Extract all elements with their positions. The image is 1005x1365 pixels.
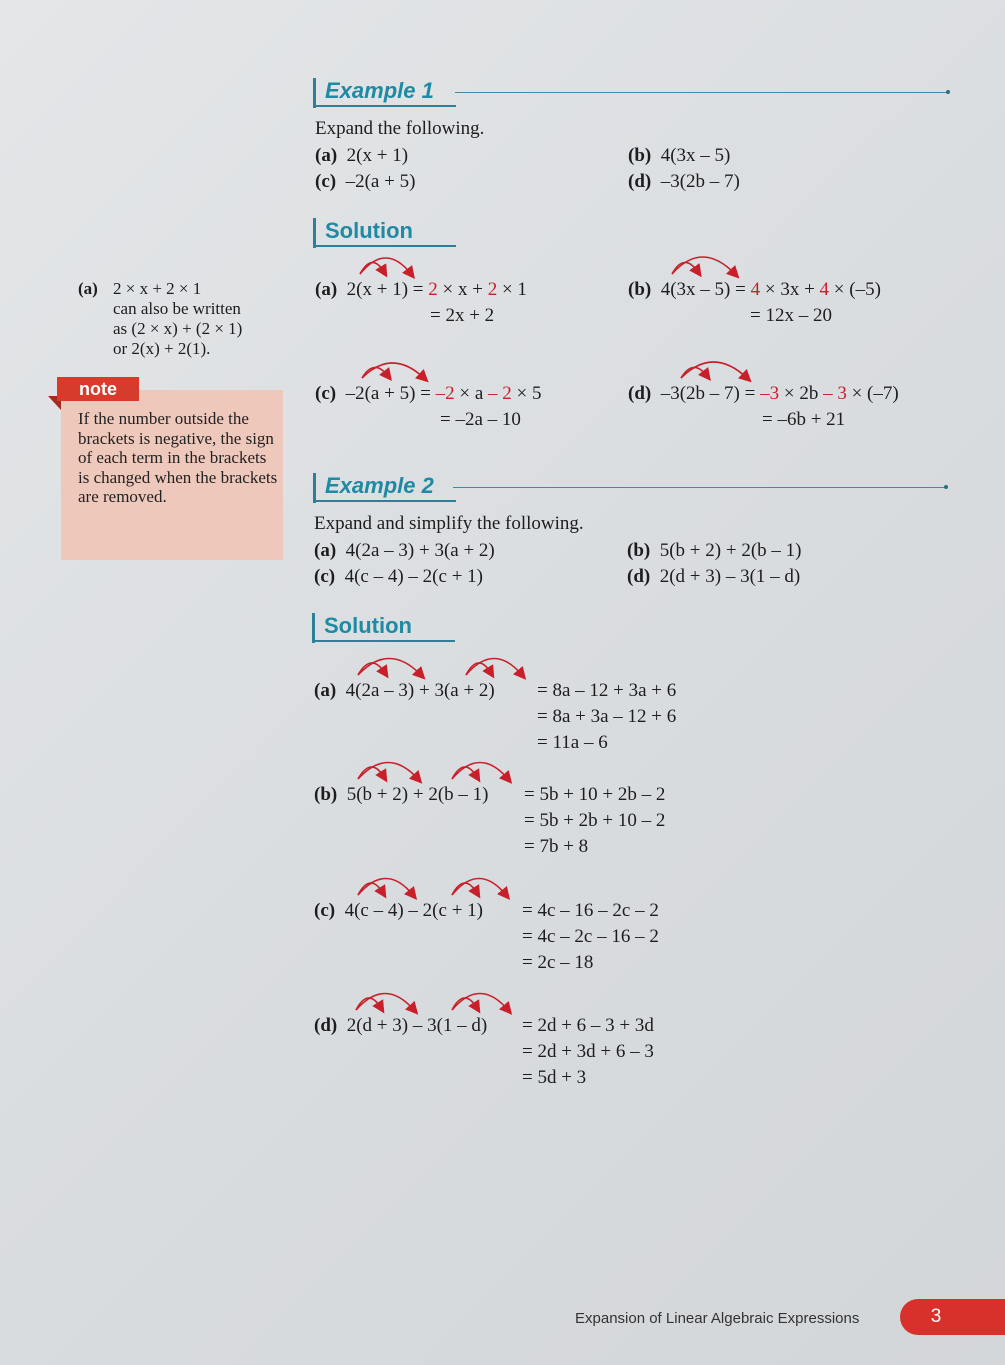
arrow-curve-icon	[681, 367, 707, 378]
solution-1-c-line2: = –2a – 10	[440, 409, 521, 430]
example-2-item-c: (c) 4(c – 4) – 2(c + 1)	[314, 566, 483, 587]
arrow-curve-icon	[672, 257, 735, 274]
solution-2-a: (a) 4(2a – 3) + 3(a + 2)	[314, 680, 495, 701]
arrow-curve-icon	[681, 362, 747, 378]
solution-2-b-line3: = 7b + 8	[524, 836, 589, 857]
arrow-curve-icon	[360, 262, 384, 274]
arrow-curve-icon	[358, 663, 385, 675]
solution-1-d-line2: = –6b + 21	[762, 409, 846, 430]
example-2-prompt: Expand and simplify the following.	[314, 513, 584, 534]
solution-2-c-line1: = 4c – 16 – 2c – 2	[522, 900, 659, 921]
example-2-item-b: (b) 5(b + 2) + 2(b – 1)	[627, 540, 802, 561]
solution-1-b-line2: = 12x – 20	[750, 305, 832, 326]
solution-2-a-line1: = 8a – 12 + 3a + 6	[537, 680, 677, 701]
example-1-prompt: Expand the following.	[315, 118, 485, 139]
solution-2-d-line2: = 2d + 3d + 6 – 3	[522, 1041, 654, 1062]
side-note-line-1: 2 × x + 2 × 1	[113, 279, 202, 298]
page-number: 3	[930, 1306, 942, 1327]
solution-2-d: (d) 2(d + 3) – 3(1 – d)	[314, 1015, 488, 1036]
solution-1-a-line2: = 2x + 2	[430, 305, 495, 326]
arrow-curve-icon	[356, 994, 414, 1011]
example-1-item-a: (a) 2(x + 1)	[315, 145, 409, 166]
arrow-curve-icon	[452, 883, 477, 895]
arrow-curve-icon	[452, 879, 506, 896]
solution-2-d-line3: = 5d + 3	[522, 1067, 587, 1088]
arrow-curve-icon	[452, 994, 508, 1011]
solution-2-b-line2: = 5b + 2b + 10 – 2	[524, 810, 666, 831]
arrow-curve-icon	[466, 659, 522, 676]
side-note: (a)	[78, 279, 98, 298]
arrow-curve-icon	[452, 998, 477, 1010]
arrow-curve-icon	[672, 262, 698, 274]
side-note-line-3: as (2 × x) + (2 × 1)	[113, 319, 243, 338]
solution-2-title: Solution	[324, 613, 412, 638]
note-tag: note	[57, 377, 139, 401]
arrow-curve-icon	[362, 363, 424, 378]
note-text: If the number outside the brackets is negative, the sign of each term in the brackets is changed when the brackets are removed.	[78, 409, 278, 507]
solution-1-d: (d) –3(2b – 7) = –3 × 2b – 3 × (–7)	[628, 383, 899, 404]
example-2-item-d: (d) 2(d + 3) – 3(1 – d)	[627, 566, 801, 587]
example-1-item-b: (b) 4(3x – 5)	[628, 145, 731, 166]
arrow-curve-icon	[358, 763, 418, 780]
solution-1-b: (b) 4(3x – 5) = 4 × 3x + 4 × (–5)	[628, 279, 881, 300]
footer-chapter-title: Expansion of Linear Algebraic Expressions	[575, 1310, 860, 1327]
arrow-curve-icon	[466, 663, 491, 675]
arrow-curve-icon	[358, 883, 383, 895]
solution-2-d-line1: = 2d + 6 – 3 + 3d	[522, 1015, 654, 1036]
arrow-curve-icon	[362, 367, 388, 378]
arrow-curve-icon	[452, 763, 508, 780]
solution-2-c: (c) 4(c – 4) – 2(c + 1)	[314, 900, 483, 921]
solution-1-a: (a) 2(x + 1) = 2 × x + 2 × 1	[315, 279, 527, 300]
arrow-curve-icon	[360, 258, 411, 274]
side-note-line-2: can also be written	[113, 299, 241, 318]
arrow-curve-icon	[358, 659, 421, 676]
example-2-item-a: (a) 4(2a – 3) + 3(a + 2)	[314, 540, 495, 561]
arrow-curve-icon	[358, 767, 384, 779]
solution-1-title: Solution	[325, 218, 413, 243]
example-1-title: Example 1	[325, 78, 434, 103]
solution-2-c-line2: = 4c – 2c – 16 – 2	[522, 926, 659, 947]
solution-1-c: (c) –2(a + 5) = –2 × a – 2 × 5	[315, 383, 542, 404]
side-note-line-4: or 2(x) + 2(1).	[113, 339, 211, 358]
solution-2-a-line2: = 8a + 3a – 12 + 6	[537, 706, 677, 727]
solution-2-b: (b) 5(b + 2) + 2(b – 1)	[314, 784, 489, 805]
solution-2-c-line3: = 2c – 18	[522, 952, 594, 973]
arrow-curve-icon	[358, 879, 413, 896]
arrow-curve-icon	[452, 767, 477, 779]
solution-2-b-line1: = 5b + 10 + 2b – 2	[524, 784, 666, 805]
example-1-item-d: (d) –3(2b – 7)	[628, 171, 740, 192]
solution-2-a-line3: = 11a – 6	[537, 732, 608, 753]
example-1-item-c: (c) –2(a + 5)	[315, 171, 416, 192]
example-2-title: Example 2	[325, 473, 434, 498]
